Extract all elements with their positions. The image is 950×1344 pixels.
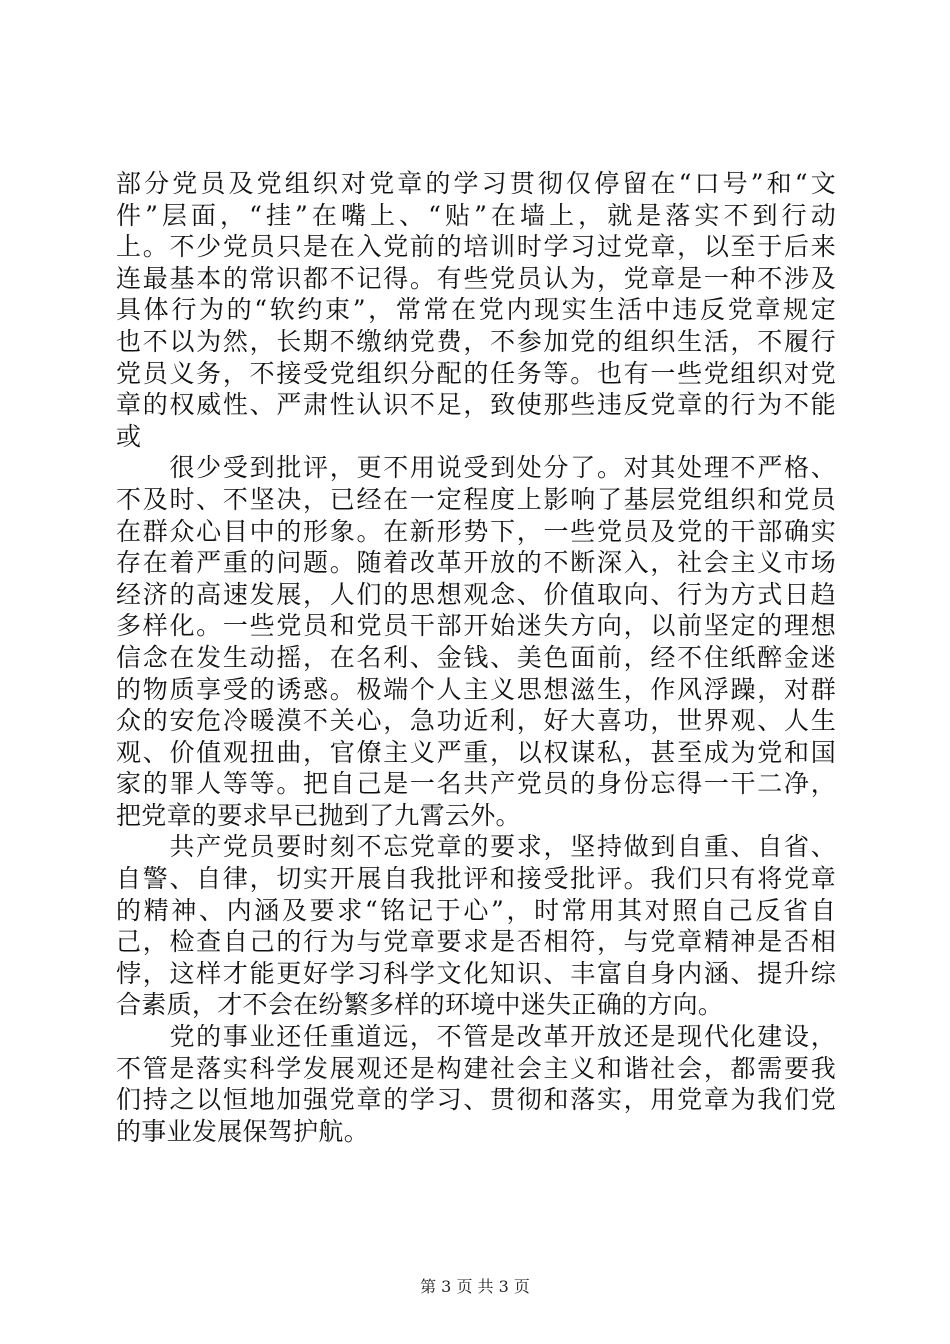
text-line: 经济的高速发展，人们的思想观念、价值取向、行为方式日趋: [116, 579, 836, 609]
text-line: 不管是落实科学发展观还是构建社会主义和谐社会，都需要我: [116, 1053, 836, 1083]
text-line: 把党章的要求早已抛到了九霄云外。: [116, 800, 521, 830]
text-line: 观、价值观扭曲，官僚主义严重，以权谋私，甚至成为党和国: [116, 737, 836, 767]
text-line: 也不以为然，长期不缴纳党费，不参加党的组织生活，不履行: [116, 326, 836, 356]
text-line: 信念在发生动摇，在名利、金钱、美色面前，经不住纸醉金迷: [116, 642, 836, 672]
text-line: 章的权威性、严肃性认识不足，致使那些违反党章的行为不能: [116, 390, 836, 420]
text-line: 连最基本的常识都不记得。有些党员认为，党章是一种不涉及: [116, 263, 836, 293]
text-line: 在群众心目中的形象。在新形势下，一些党员及党的干部确实: [116, 516, 836, 546]
text-line: 多样化。一些党员和党员干部开始迷失方向，以前坚定的理想: [116, 611, 836, 641]
text-line: 悖，这样才能更好学习科学文化知识、丰富自身内涵、提升综: [116, 958, 836, 988]
text-line: 己，检查自己的行为与党章要求是否相符，与党章精神是否相: [116, 927, 836, 957]
text-line: 存在着严重的问题。随着改革开放的不断深入，社会主义市场: [116, 548, 836, 578]
text-line: 家的罪人等等。把自己是一名共产党员的身份忘得一干二净，: [116, 769, 836, 799]
text-line: 的物质享受的诱惑。极端个人主义思想滋生，作风浮躁，对群: [116, 674, 836, 704]
text-line: 众的安危冷暖漠不关心，急功近利，好大喜功，世界观、人生: [116, 706, 836, 736]
text-line: 党的事业还任重道远，不管是改革开放还是现代化建设，: [116, 1022, 836, 1052]
text-line: 不及时、不坚决，已经在一定程度上影响了基层党组织和党员: [116, 484, 836, 514]
text-line: 的精神、内涵及要求“铭记于心”，时常用其对照自己反省自: [116, 895, 836, 925]
text-line: 的事业发展保驾护航。: [116, 1116, 370, 1146]
text-line: 党员义务，不接受党组织分配的任务等。也有一些党组织对党: [116, 358, 836, 388]
page-number-label: 第 3 页 共 3 页: [420, 1277, 530, 1296]
page-footer: [0, 1274, 950, 1297]
text-line: 或: [116, 421, 142, 451]
text-line: 共产党员要时刻不忘党章的要求，坚持做到自重、自省、: [116, 832, 836, 862]
text-line: 部分党员及党组织对党章的学习贯彻仅停留在“口号”和“文: [116, 169, 836, 198]
text-line: 具体行为的“软约束”，常常在党内现实生活中违反党章规定: [116, 295, 836, 325]
text-line: 们持之以恒地加强党章的学习、贯彻和落实，用党章为我们党: [116, 1085, 836, 1115]
body-text: [116, 168, 836, 1147]
text-line: 很少受到批评，更不用说受到处分了。对其处理不严格、: [116, 453, 836, 483]
text-line: 自警、自律，切实开展自我批评和接受批评。我们只有将党章: [116, 864, 836, 894]
text-line: 上。不少党员只是在入党前的培训时学习过党章，以至于后来: [116, 232, 836, 262]
text-line: 件”层面，“挂”在嘴上、“贴”在墙上，就是落实不到行动: [116, 200, 836, 230]
text-line: 合素质，才不会在纷繁多样的环境中迷失正确的方向。: [116, 990, 724, 1020]
